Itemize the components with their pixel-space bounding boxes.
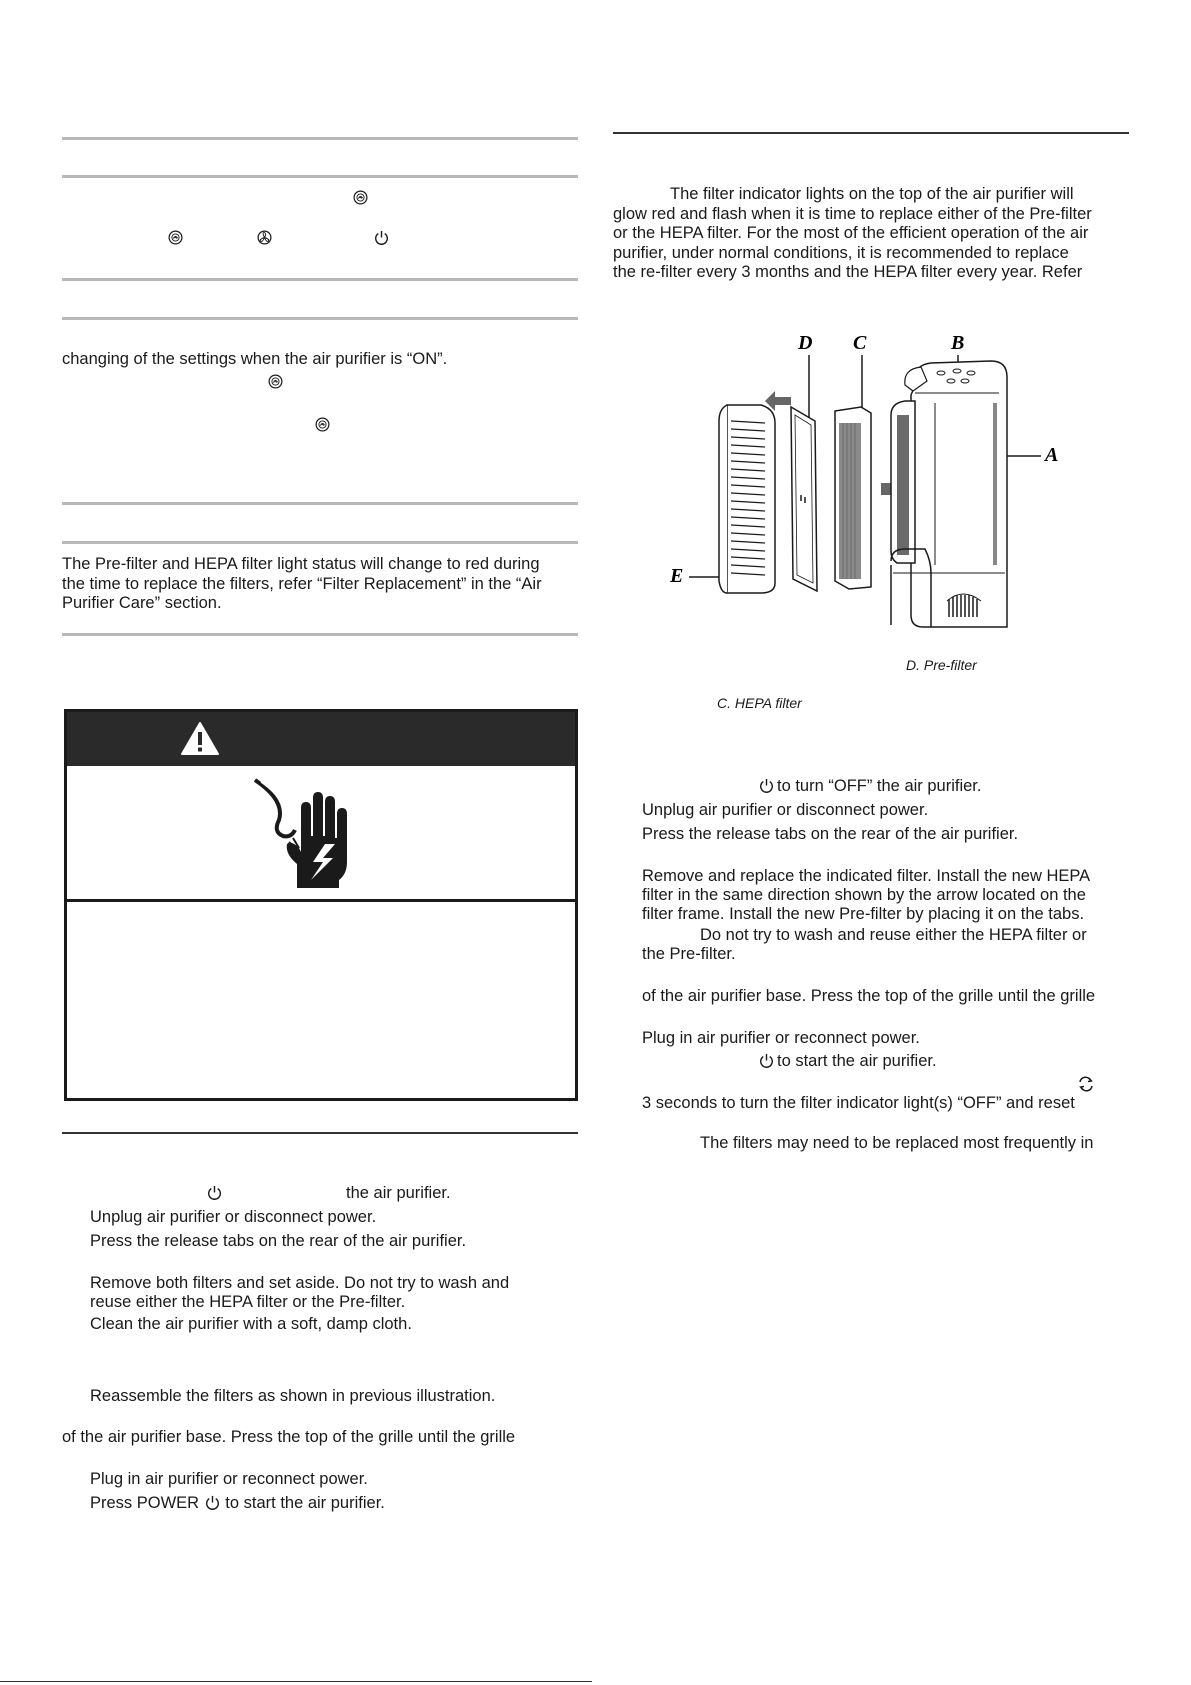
warning-box [64,709,578,1101]
electric-shock-hand-icon [251,778,355,890]
clean-step-8: Plug in air purifier or reconnect power. [90,1470,368,1488]
clean-step-5: Clean the air purifier with a soft, damp cloth. [90,1315,412,1333]
power-icon [205,1495,220,1510]
caption-hepa-filter: C. HEPA filter [717,695,802,711]
section-rule [613,132,1129,134]
diagram-label-a: A [1045,444,1059,466]
clean-step-3: Press the release tabs on the rear of the air purifier. [90,1232,467,1250]
replace-note: The filters may need to be replaced most frequently in [700,1134,1094,1152]
clean-step-9: Press POWER to start the air purifier. [90,1494,385,1512]
warning-header [67,712,575,766]
mode-icon [353,190,368,205]
clean-step-4b: reuse either the HEPA filter or the Pre-filter. [90,1293,406,1311]
filter-diagram [665,325,1085,645]
replace-step-7: to start the air purifier. [759,1052,937,1071]
replace-step-4d: Do not try to wash and reuse either the HEPA filter or [700,926,1087,944]
power-icon [374,230,389,245]
mode-icon [168,230,183,245]
replace-step-5: of the air purifier base. Press the top of the grille until the grille [642,987,1096,1005]
section-rule [62,317,578,320]
replace-step-6: Plug in air purifier or reconnect power. [642,1029,920,1047]
clean-step-7: of the air purifier base. Press the top of the grille until the grille [62,1428,516,1446]
replace-step-3: Press the release tabs on the rear of the air purifier. [642,825,1019,843]
mode-icon [315,417,330,432]
section-rule [62,633,578,636]
mode-settings-text: changing of the settings when the air purifier is “ON”. [62,350,448,368]
reset-icon [1077,1076,1095,1092]
power-icon [759,778,774,793]
mode-icon [268,374,283,389]
diagram-label-e: E [670,565,684,587]
replace-step-4b: filter in the same direction shown by the arrow located on the [642,886,1086,904]
section-rule [62,1132,578,1134]
power-icon [207,1185,222,1200]
clean-step-4a: Remove both filters and set aside. Do not try to wash and [90,1274,510,1292]
warning-triangle-icon [180,721,220,757]
footer-rule [0,1681,592,1682]
replace-step-1: to turn “OFF” the air purifier. [759,777,981,796]
replace-step-4a: Remove and replace the indicated filter. Install the new HEPA [642,867,1091,885]
clean-step-6: Reassemble the filters as shown in previous illustration. [90,1387,496,1405]
diagram-label-d: D [798,332,813,354]
power-icon [759,1053,774,1068]
clean-step-2: Unplug air purifier or disconnect power. [90,1208,377,1226]
replace-step-4e: the Pre-filter. [642,945,736,963]
section-rule [62,175,578,178]
warning-separator [67,899,575,902]
fan-icon [257,230,272,245]
diagram-label-b: B [951,332,965,354]
section-rule [62,502,578,505]
section-rule [62,278,578,281]
caption-pre-filter: D. Pre-filter [906,657,977,673]
replace-step-8: 3 seconds to turn the filter indicator light(s) “OFF” and reset [642,1094,1075,1112]
replace-step-2: Unplug air purifier or disconnect power. [642,801,929,819]
diagram-label-c: C [853,332,867,354]
replace-step-4c: filter frame. Install the new Pre-filter by placing it on the tabs. [642,905,1085,923]
clean-step-1: the air purifier. [346,1184,451,1202]
filter-indicator-intro: The filter indicator lights on the top of the air purifier will glow red and flash when it is time to replace either of the Pre-filter or the HEPA filter. For the most of the efficient operation of the air purifier, under normal conditions, it is recommended to replace the re-filter every 3 months and the HEPA filter every year. Refer [613,185,1092,281]
section-rule [62,541,578,544]
filter-light-paragraph: The Pre-filter and HEPA filter light status will change to red during the time to replace the filters, refer “Filter Replacement” in the “Air Purifier Care” section. [62,555,542,612]
section-rule [62,137,578,140]
